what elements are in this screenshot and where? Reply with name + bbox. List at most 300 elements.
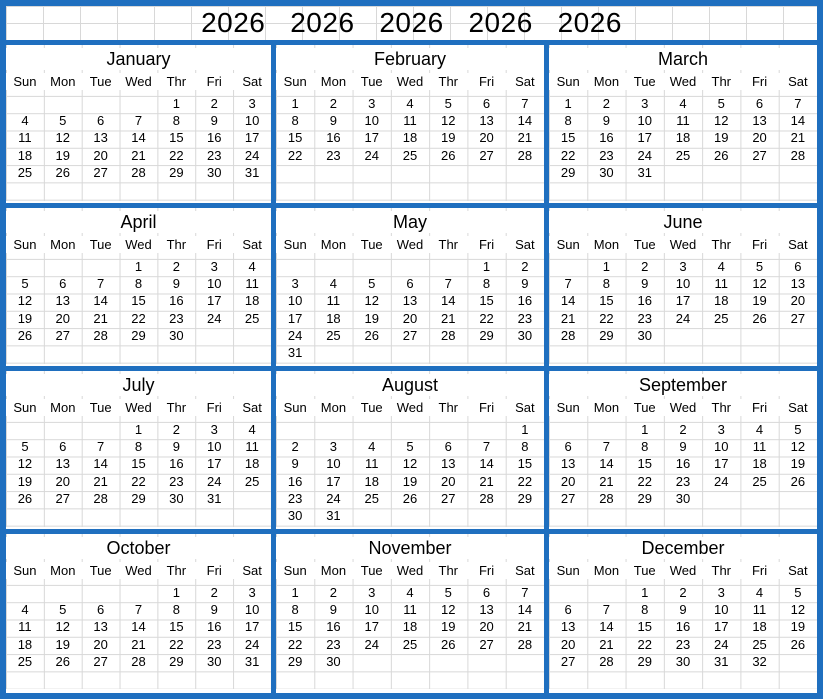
day-cell: 21 xyxy=(517,619,533,635)
day-cell: 14 xyxy=(479,456,494,472)
week-row xyxy=(6,490,271,507)
day-cell: 28 xyxy=(479,490,494,506)
day-cell: 22 xyxy=(169,147,184,163)
day-cell: 14 xyxy=(93,293,108,309)
weekday-label: Tue xyxy=(633,563,656,578)
day-cell: 17 xyxy=(637,130,652,146)
day-cell: 27 xyxy=(441,490,456,506)
weekday-label: Sun xyxy=(556,563,580,578)
day-cell: 21 xyxy=(131,636,146,652)
day-cell: 3 xyxy=(210,259,218,274)
week-row xyxy=(276,507,544,524)
day-cell: 30 xyxy=(675,490,691,506)
weekday-label: Tue xyxy=(89,563,112,578)
day-cell xyxy=(740,164,778,181)
day-cell: 4 xyxy=(406,96,414,111)
day-cell: 31 xyxy=(287,345,303,360)
week-row xyxy=(549,636,817,653)
day-cell xyxy=(82,421,120,438)
weekday-header xyxy=(549,399,817,416)
week-row xyxy=(549,473,817,490)
weekday-label: Sun xyxy=(13,563,37,578)
weekday-header xyxy=(276,73,544,90)
day-cell: 15 xyxy=(131,293,146,309)
day-cell: 8 xyxy=(172,113,180,129)
month-name: February xyxy=(276,48,544,70)
day-cell: 30 xyxy=(287,508,303,523)
day-cell: 4 xyxy=(21,113,29,129)
day-cell xyxy=(467,507,505,524)
border-top xyxy=(0,0,823,6)
day-cell: 27 xyxy=(55,327,71,343)
month-name: June xyxy=(549,211,817,233)
day-cell xyxy=(702,164,740,181)
day-cell: 23 xyxy=(169,473,184,489)
day-cell: 16 xyxy=(517,293,533,309)
weekday-label: Fri xyxy=(751,563,768,578)
day-cell: 22 xyxy=(517,473,533,489)
day-cell: 19 xyxy=(790,456,806,472)
day-cell: 22 xyxy=(287,636,303,652)
day-cell: 9 xyxy=(210,602,218,618)
day-cell: 18 xyxy=(17,147,33,163)
day-cell xyxy=(779,653,817,670)
day-cell xyxy=(120,584,158,601)
day-cell: 22 xyxy=(287,147,303,163)
day-cell: 31 xyxy=(326,508,341,523)
day-cell: 11 xyxy=(714,276,729,292)
weekday-label: Mon xyxy=(50,74,76,89)
day-cell: 18 xyxy=(244,293,260,309)
day-cell: 8 xyxy=(172,602,180,618)
day-cell: 1 xyxy=(641,422,649,437)
weekday-label: Sat xyxy=(242,74,262,89)
day-cell: 25 xyxy=(675,147,691,163)
day-cell: 14 xyxy=(599,456,614,472)
day-cell: 2 xyxy=(602,96,611,111)
week-row xyxy=(6,275,271,292)
day-cell: 22 xyxy=(131,310,146,326)
day-cell: 12 xyxy=(752,276,767,292)
week-row xyxy=(549,258,817,275)
week-row xyxy=(6,653,271,670)
day-cell: 10 xyxy=(244,602,260,618)
day-cell: 24 xyxy=(714,636,729,652)
day-cell: 6 xyxy=(97,113,105,129)
week-row xyxy=(276,438,544,455)
day-cell: 24 xyxy=(206,310,222,326)
week-row xyxy=(6,164,271,181)
day-cell: 3 xyxy=(641,96,649,111)
day-cell: 4 xyxy=(406,585,414,600)
week-row xyxy=(6,95,271,112)
month-name: January xyxy=(6,48,271,70)
day-cell: 6 xyxy=(794,259,802,274)
day-cell: 9 xyxy=(521,276,529,292)
day-cell: 13 xyxy=(479,602,494,618)
weekday-label: Sat xyxy=(515,237,535,252)
day-cell: 18 xyxy=(402,619,418,635)
day-cell: 1 xyxy=(134,422,143,437)
day-cell: 11 xyxy=(245,439,259,455)
day-cell xyxy=(549,584,587,601)
day-cell: 17 xyxy=(326,473,341,489)
weekday-label: Wed xyxy=(669,400,697,415)
day-cell: 15 xyxy=(517,456,533,472)
weekday-label: Sun xyxy=(556,74,580,89)
day-cell xyxy=(391,507,429,524)
border-row-divider xyxy=(0,40,823,45)
day-cell: 2 xyxy=(641,259,649,274)
weekday-label: Fri xyxy=(478,237,495,252)
day-cell: 30 xyxy=(206,653,222,669)
day-cell xyxy=(353,421,391,438)
day-cell: 27 xyxy=(790,310,806,326)
day-cell: 7 xyxy=(444,276,452,292)
day-cell xyxy=(276,421,314,438)
day-cell: 25 xyxy=(364,490,379,506)
day-cell: 10 xyxy=(364,113,379,129)
week-row xyxy=(276,129,544,146)
day-cell: 8 xyxy=(482,276,491,292)
border-row-divider xyxy=(0,203,823,208)
day-cell: 3 xyxy=(291,276,299,292)
weekday-label: Tue xyxy=(360,74,383,89)
day-cell: 4 xyxy=(717,259,725,274)
day-cell: 21 xyxy=(517,130,533,146)
day-cell: 23 xyxy=(599,147,614,163)
week-row xyxy=(276,601,544,618)
day-cell: 6 xyxy=(406,276,414,292)
day-cell: 11 xyxy=(364,456,379,472)
day-cell: 13 xyxy=(790,276,806,292)
week-row xyxy=(276,636,544,653)
weekday-header xyxy=(6,236,271,253)
day-cell: 10 xyxy=(206,276,222,292)
day-cell: 9 xyxy=(602,113,611,129)
day-cell: 15 xyxy=(479,293,494,309)
weekday-label: Fri xyxy=(751,74,768,89)
day-cell: 16 xyxy=(169,456,184,472)
day-cell: 17 xyxy=(675,293,691,309)
day-cell: 29 xyxy=(287,653,303,669)
day-cell: 19 xyxy=(752,293,767,309)
weekday-label: Sat xyxy=(788,237,808,252)
month-january xyxy=(6,44,271,201)
week-row xyxy=(276,473,544,490)
weekday-label: Sat xyxy=(515,74,535,89)
day-cell: 18 xyxy=(364,473,379,489)
week-row xyxy=(549,310,817,327)
day-cell: 2 xyxy=(679,422,687,437)
day-cell: 22 xyxy=(560,147,576,163)
day-cell: 24 xyxy=(244,147,260,163)
weekday-label: Wed xyxy=(669,563,697,578)
day-cell xyxy=(195,327,233,344)
day-cell xyxy=(6,584,44,601)
day-cell: 19 xyxy=(17,473,33,489)
day-cell: 3 xyxy=(248,585,256,600)
day-cell: 9 xyxy=(210,113,218,129)
day-cell: 29 xyxy=(560,164,576,180)
day-cell: 7 xyxy=(521,585,529,600)
weekday-label: Fri xyxy=(751,400,768,415)
day-cell: 27 xyxy=(93,164,108,180)
day-cell: 28 xyxy=(93,490,108,506)
day-cell: 15 xyxy=(287,130,303,146)
month-name: October xyxy=(6,537,271,559)
day-cell: 18 xyxy=(17,636,33,652)
week-row xyxy=(276,112,544,129)
weekday-label: Tue xyxy=(360,563,383,578)
day-cell: 12 xyxy=(402,456,418,472)
weekday-header xyxy=(549,562,817,579)
day-cell: 27 xyxy=(752,147,767,163)
day-cell: 1 xyxy=(172,96,180,111)
day-cell: 18 xyxy=(402,130,418,146)
border-bottom xyxy=(0,693,823,699)
day-cell xyxy=(506,507,544,524)
day-cell xyxy=(429,507,467,524)
day-cell: 18 xyxy=(675,130,691,146)
weekday-label: Fri xyxy=(478,74,495,89)
week-row xyxy=(6,310,271,327)
weekday-label: Thr xyxy=(711,563,732,578)
day-cell xyxy=(314,344,352,361)
week-row xyxy=(276,147,544,164)
weekday-label: Sun xyxy=(283,74,307,89)
day-cell: 10 xyxy=(714,602,729,618)
day-cell: 17 xyxy=(206,456,222,472)
day-cell: 24 xyxy=(326,490,341,506)
day-cell: 11 xyxy=(676,113,690,129)
day-cell: 22 xyxy=(131,473,146,489)
day-cell: 15 xyxy=(637,456,652,472)
week-row xyxy=(6,421,271,438)
week-row xyxy=(276,584,544,601)
day-cell: 30 xyxy=(169,490,184,506)
day-cell: 27 xyxy=(560,490,576,506)
border-right xyxy=(817,0,823,699)
day-cell: 22 xyxy=(479,310,494,326)
weekday-label: Sun xyxy=(556,237,580,252)
day-cell: 21 xyxy=(560,310,576,326)
weekday-header xyxy=(6,399,271,416)
day-cell: 25 xyxy=(326,327,341,343)
month-name: November xyxy=(276,537,544,559)
day-cell: 27 xyxy=(402,327,418,343)
day-cell: 28 xyxy=(599,653,614,669)
day-cell: 13 xyxy=(752,113,767,129)
day-cell: 25 xyxy=(714,310,729,326)
day-cell: 3 xyxy=(717,585,725,600)
day-cell: 16 xyxy=(637,293,652,309)
day-cell xyxy=(44,258,82,275)
day-cell: 5 xyxy=(794,422,802,437)
week-row xyxy=(549,455,817,472)
day-cell: 13 xyxy=(55,456,71,472)
day-cell: 11 xyxy=(18,130,32,146)
day-cell: 26 xyxy=(441,636,456,652)
day-cell: 27 xyxy=(560,653,576,669)
day-cell xyxy=(314,421,352,438)
day-cell xyxy=(429,421,467,438)
day-cell: 10 xyxy=(364,602,379,618)
day-cell: 5 xyxy=(717,96,725,111)
day-cell: 2 xyxy=(679,585,687,600)
border-col-divider xyxy=(544,40,549,695)
day-cell xyxy=(44,95,82,112)
month-name: March xyxy=(549,48,817,70)
day-cell: 20 xyxy=(752,130,767,146)
weekday-label: Thr xyxy=(711,400,732,415)
week-row xyxy=(276,618,544,635)
weekday-label: Sat xyxy=(515,563,535,578)
weekday-label: Thr xyxy=(438,563,459,578)
day-cell: 14 xyxy=(517,113,533,129)
day-cell: 12 xyxy=(714,113,729,129)
day-cell: 20 xyxy=(93,636,108,652)
day-cell: 1 xyxy=(641,585,649,600)
day-cell: 18 xyxy=(326,310,341,326)
day-cell: 2 xyxy=(210,585,218,600)
week-row xyxy=(549,421,817,438)
day-cell: 7 xyxy=(564,276,572,292)
month-november xyxy=(276,533,544,689)
day-cell: 18 xyxy=(752,456,767,472)
day-cell: 26 xyxy=(402,490,418,506)
day-cell xyxy=(506,653,544,670)
weekday-label: Tue xyxy=(89,74,112,89)
day-cell: 5 xyxy=(368,276,376,292)
day-cell: 2 xyxy=(210,96,218,111)
day-cell: 26 xyxy=(714,147,729,163)
weekday-label: Mon xyxy=(593,74,620,89)
day-cell: 2 xyxy=(291,439,299,455)
day-cell: 16 xyxy=(287,473,303,489)
day-cell: 16 xyxy=(599,130,614,146)
day-cell: 30 xyxy=(169,327,184,343)
weekday-label: Fri xyxy=(478,400,495,415)
day-cell xyxy=(44,584,82,601)
week-row xyxy=(549,95,817,112)
day-cell: 24 xyxy=(675,310,691,326)
day-cell: 19 xyxy=(55,147,71,163)
day-cell: 25 xyxy=(244,310,260,326)
day-cell xyxy=(391,653,429,670)
weekday-label: Mon xyxy=(320,400,347,415)
week-row xyxy=(276,95,544,112)
weekday-label: Wed xyxy=(396,237,424,252)
day-cell: 17 xyxy=(287,310,303,326)
month-name: April xyxy=(6,211,271,233)
day-cell: 28 xyxy=(560,327,576,343)
day-cell: 19 xyxy=(17,310,33,326)
day-cell xyxy=(702,490,740,507)
day-cell xyxy=(353,344,391,361)
weekday-label: Wed xyxy=(125,400,152,415)
day-cell: 23 xyxy=(287,490,303,506)
day-cell: 30 xyxy=(206,164,222,180)
weekday-header xyxy=(6,73,271,90)
day-cell: 22 xyxy=(169,636,184,652)
day-cell: 25 xyxy=(752,473,767,489)
day-cell: 25 xyxy=(17,164,33,180)
weekday-header xyxy=(276,562,544,579)
day-cell: 9 xyxy=(172,276,180,292)
weekday-label: Sat xyxy=(242,237,262,252)
day-cell: 21 xyxy=(790,130,806,146)
weekday-header xyxy=(549,236,817,253)
day-cell: 24 xyxy=(287,327,303,343)
day-cell: 19 xyxy=(55,636,71,652)
day-cell: 7 xyxy=(97,276,105,292)
day-cell: 23 xyxy=(675,636,691,652)
day-cell xyxy=(740,327,778,344)
day-cell xyxy=(82,95,120,112)
day-cell: 13 xyxy=(93,130,108,146)
weekday-label: Thr xyxy=(711,74,732,89)
weekday-label: Sun xyxy=(13,74,37,89)
day-cell xyxy=(549,421,587,438)
month-february xyxy=(276,44,544,201)
day-cell: 8 xyxy=(602,276,611,292)
day-cell: 29 xyxy=(131,490,146,506)
week-row xyxy=(276,327,544,344)
day-cell: 21 xyxy=(93,310,108,326)
month-name: December xyxy=(549,537,817,559)
day-cell: 11 xyxy=(752,439,767,455)
day-cell: 26 xyxy=(55,653,71,669)
day-cell: 9 xyxy=(679,439,687,455)
day-cell: 14 xyxy=(517,602,533,618)
day-cell: 20 xyxy=(560,636,576,652)
day-cell: 13 xyxy=(402,293,418,309)
day-cell: 24 xyxy=(206,473,222,489)
day-cell: 20 xyxy=(402,310,418,326)
weekday-label: Sun xyxy=(556,400,580,415)
day-cell: 5 xyxy=(755,259,764,274)
month-name: August xyxy=(276,374,544,396)
week-row xyxy=(6,636,271,653)
day-cell: 25 xyxy=(402,147,418,163)
day-cell xyxy=(429,344,467,361)
week-row xyxy=(6,438,271,455)
weekday-label: Thr xyxy=(166,563,187,578)
day-cell: 26 xyxy=(17,327,33,343)
day-cell: 28 xyxy=(131,164,146,180)
day-cell xyxy=(779,490,817,507)
weekday-label: Sat xyxy=(515,400,535,415)
day-cell: 2 xyxy=(329,96,338,111)
day-cell: 3 xyxy=(210,422,218,437)
week-row xyxy=(549,112,817,129)
day-cell: 2 xyxy=(172,259,180,274)
weekday-label: Sun xyxy=(13,237,37,252)
day-cell: 20 xyxy=(479,619,494,635)
day-cell: 4 xyxy=(755,585,764,600)
week-row xyxy=(549,275,817,292)
day-cell: 29 xyxy=(637,653,652,669)
day-cell: 5 xyxy=(59,602,67,618)
week-row xyxy=(6,292,271,309)
day-cell: 10 xyxy=(637,113,652,129)
day-cell: 8 xyxy=(641,439,649,455)
day-cell: 19 xyxy=(441,130,456,146)
weekday-label: Thr xyxy=(438,237,459,252)
day-cell: 12 xyxy=(790,602,806,618)
day-cell: 6 xyxy=(59,439,67,455)
